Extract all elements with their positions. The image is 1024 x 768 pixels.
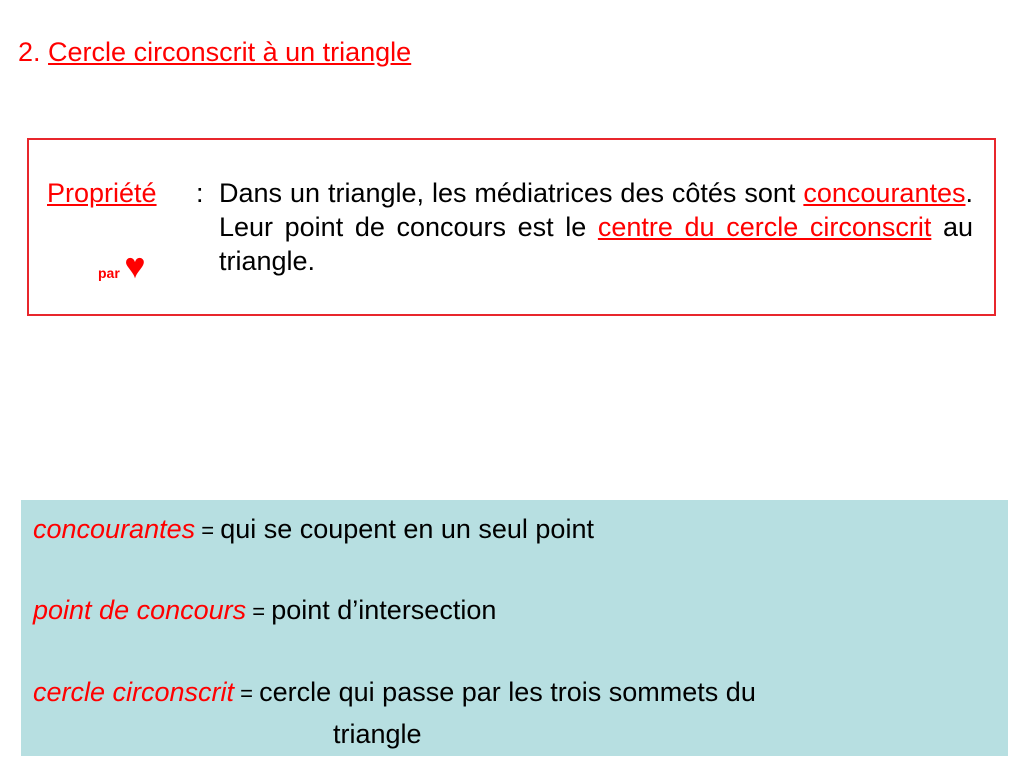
property-text-before: Dans un triangle, les médiatrices des côtés sont: [219, 178, 804, 208]
par-label: par: [98, 265, 120, 281]
property-text-middle: . Leur point de concours est le: [219, 178, 973, 242]
glossary-equals: =: [234, 681, 260, 706]
heart-icon: ♥: [124, 245, 146, 286]
title-number: 2.: [18, 37, 41, 67]
glossary-definition: qui se coupent en un seul point: [220, 514, 594, 544]
glossary-item-point-de-concours: [33, 593, 496, 629]
par-heart-mark: [98, 245, 146, 286]
term-concourantes: concourantes: [803, 178, 966, 208]
glossary-definition: cercle qui passe par les trois sommets du: [259, 677, 756, 707]
property-label: Propriété: [47, 178, 157, 208]
glossary-equals: =: [246, 599, 272, 624]
term-centre-cercle-circonscrit: centre du cercle circonscrit: [597, 212, 932, 242]
property-statement: [219, 176, 973, 278]
glossary-item-concourantes: [33, 512, 594, 548]
glossary-definition: point d’intersection: [271, 595, 497, 625]
glossary-definition-continuation: triangle: [333, 719, 422, 749]
title-text: Cercle circonscrit à un triangle: [48, 37, 412, 67]
glossary-box: [21, 500, 1008, 756]
glossary-term: cercle circonscrit: [33, 677, 235, 707]
property-text-after: au triangle.: [219, 212, 973, 276]
slide-title: [18, 34, 411, 70]
glossary-equals: =: [195, 518, 221, 543]
property-colon: :: [196, 178, 204, 208]
glossary-term: concourantes: [33, 514, 196, 544]
glossary-term: point de concours: [33, 595, 247, 625]
glossary-item-cercle-circonscrit: [33, 675, 756, 711]
